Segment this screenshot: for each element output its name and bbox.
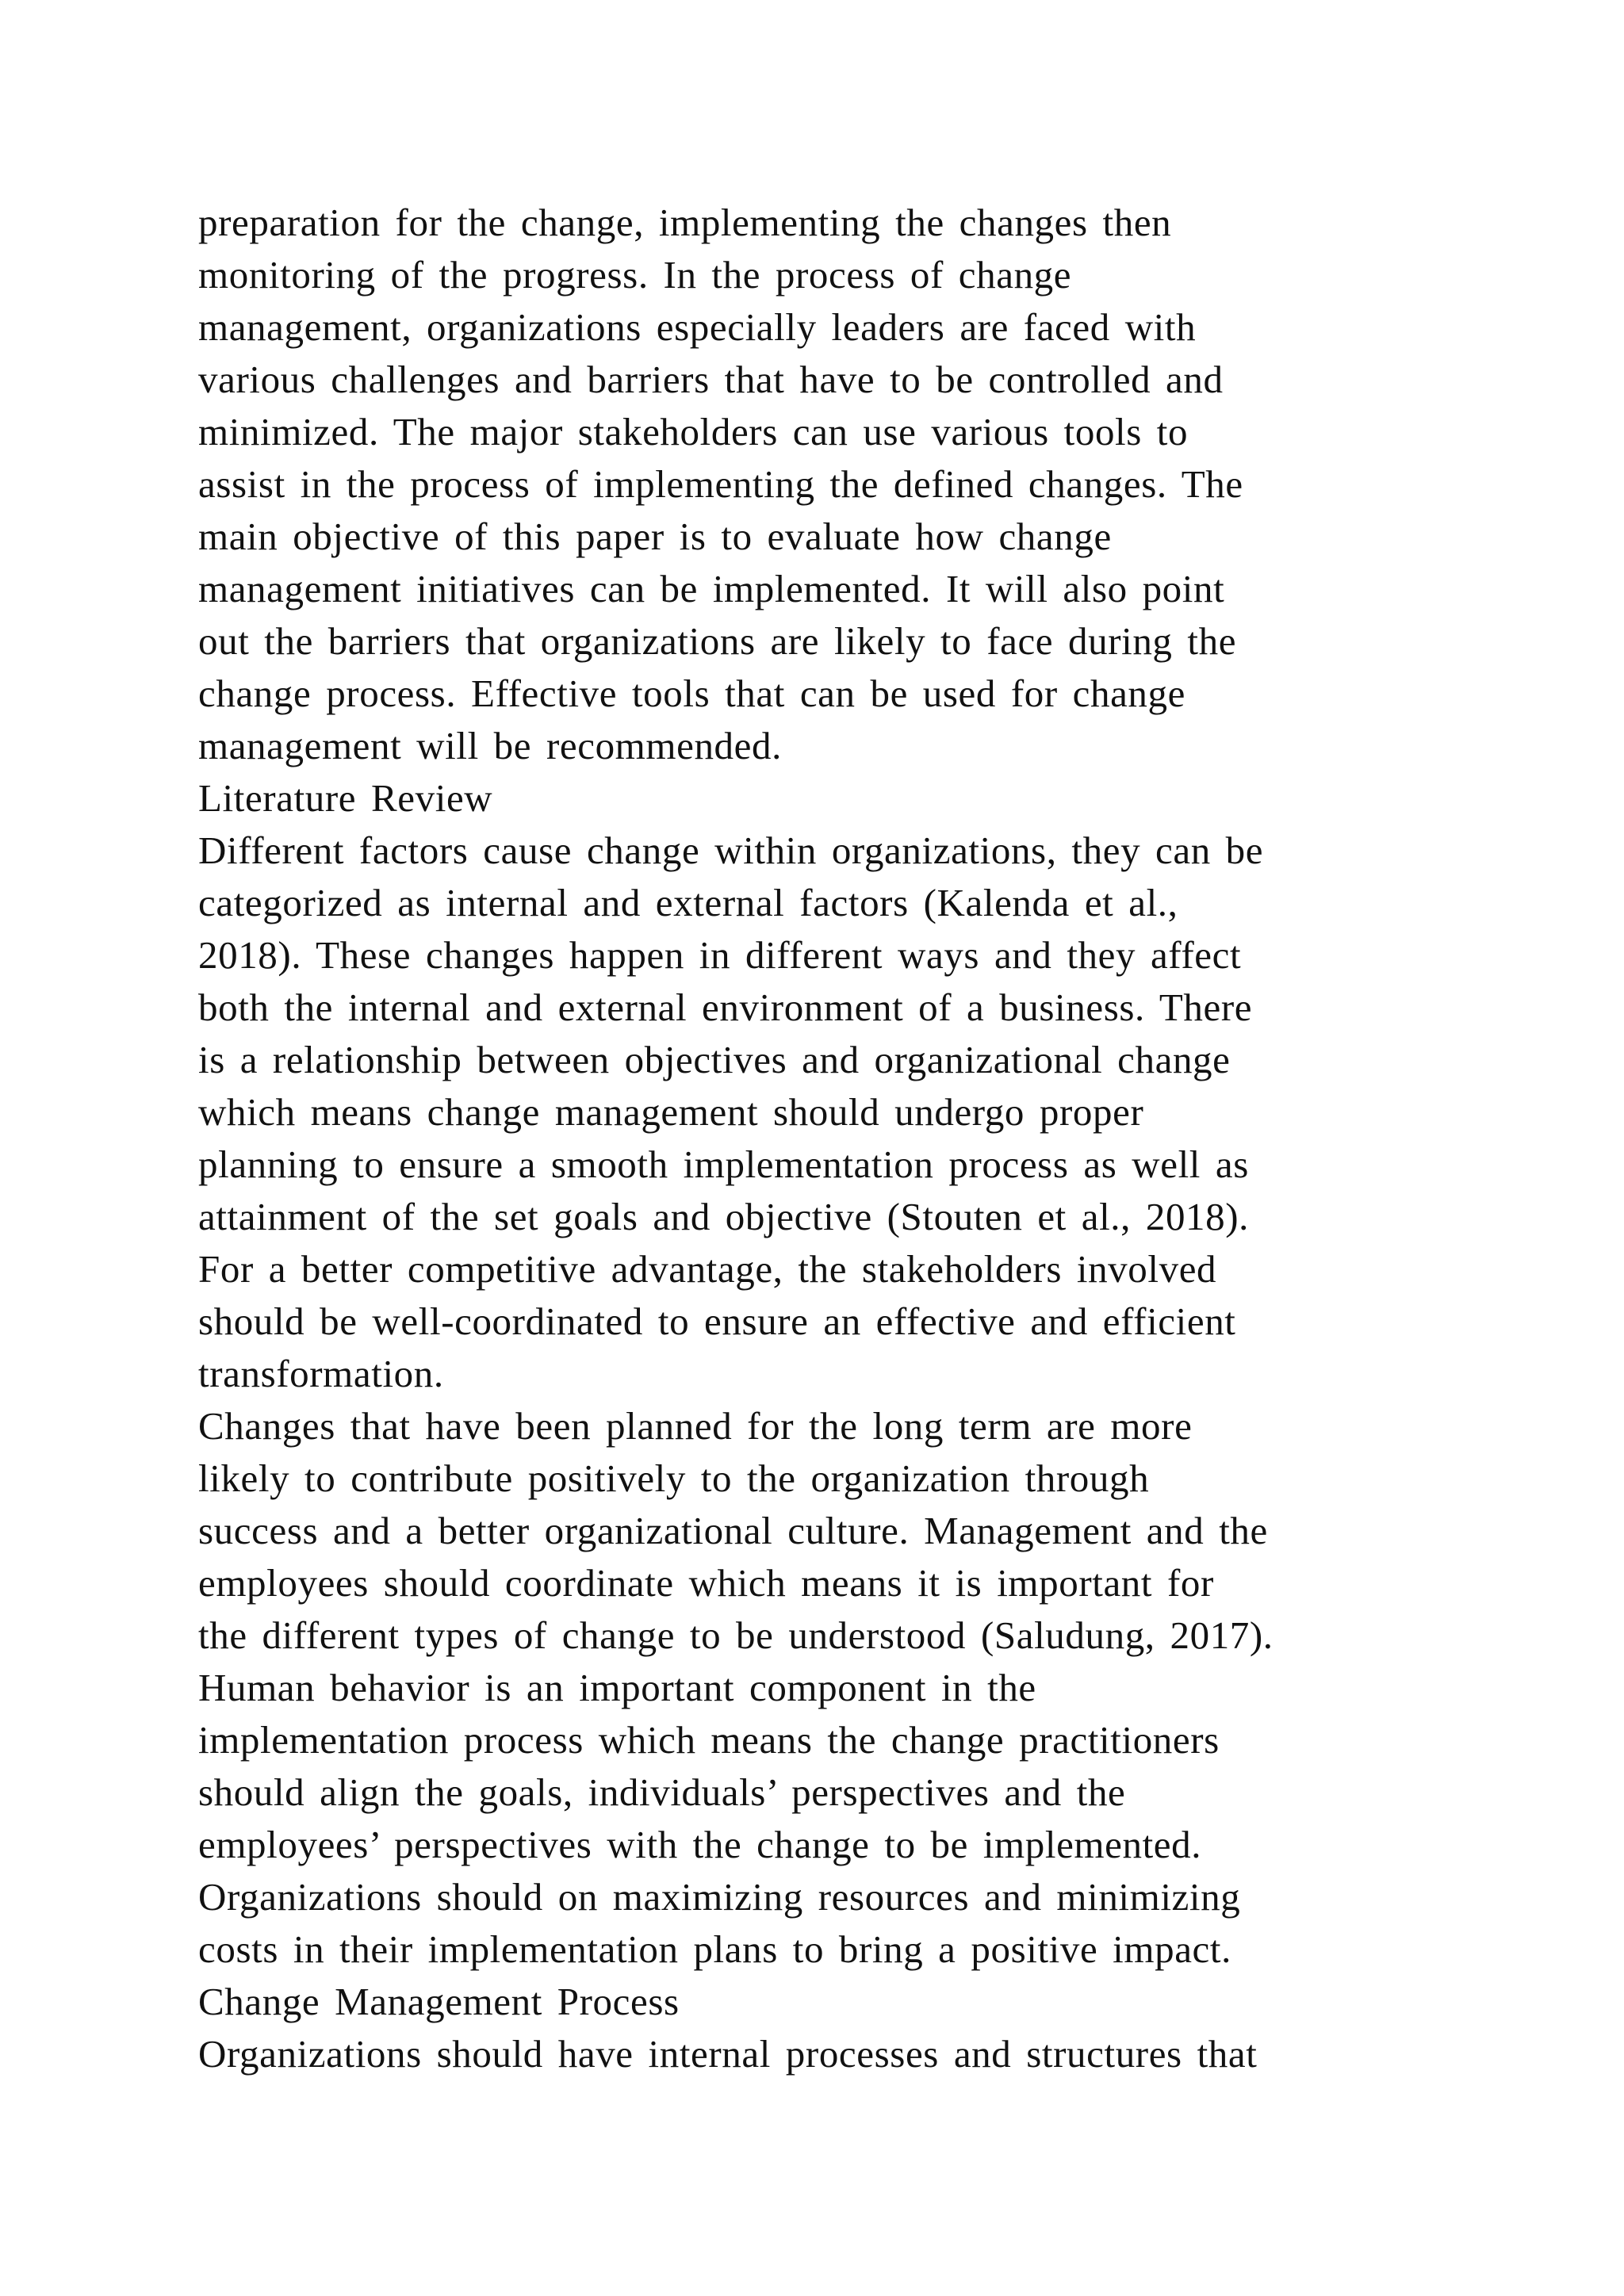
text-line: employees should coordinate which means it is important for [198, 1561, 1214, 1605]
text-line: success and a better organizational culture. Management and the [198, 1509, 1268, 1552]
text-line: the different types of change to be understood (Saludung, 2017). [198, 1613, 1274, 1657]
text-line: management initiatives can be implemented. It will also point [198, 567, 1225, 610]
text-line: change process. Effective tools that can be used for change [198, 672, 1185, 715]
text-line: planning to ensure a smooth implementation process as well as [198, 1142, 1249, 1186]
text-line: Organizations should have internal processes and structures that [198, 2032, 1258, 2076]
text-line: is a relationship between objectives and organizational change [198, 1038, 1231, 1081]
text-line: assist in the process of implementing the defined changes. The [198, 462, 1243, 506]
text-line: should align the goals, individuals’ perspectives and the [198, 1770, 1126, 1814]
text-line: costs in their implementation plans to bring a positive impact. [198, 1927, 1231, 1971]
text-line: should be well-coordinated to ensure an effective and efficient [198, 1299, 1236, 1343]
text-line: various challenges and barriers that have to be controlled and [198, 358, 1224, 401]
text-line: management will be recommended. [198, 724, 782, 767]
text-line: out the barriers that organizations are likely to face during the [198, 619, 1237, 663]
text-line: For a better competitive advantage, the stakeholders involved [198, 1247, 1217, 1291]
text-line: Different factors cause change within organizations, they can be [198, 828, 1264, 872]
text-line: Changes that have been planned for the long term are more [198, 1404, 1193, 1448]
text-line: likely to contribute positively to the organization through [198, 1456, 1150, 1500]
text-line: both the internal and external environment of a business. There [198, 985, 1253, 1029]
text-line: preparation for the change, implementing the changes then [198, 201, 1172, 244]
section-heading-literature-review: Literature Review [198, 776, 493, 820]
text-line: categorized as internal and external factors (Kalenda et al., [198, 881, 1178, 924]
text-line: implementation process which means the change practitioners [198, 1718, 1220, 1762]
section-heading-change-management-process: Change Management Process [198, 1980, 680, 2023]
text-line: attainment of the set goals and objective (Stouten et al., 2018). [198, 1195, 1250, 1238]
text-line: 2018). These changes happen in different ways and they affect [198, 933, 1242, 977]
text-line: management, organizations especially leaders are faced with [198, 305, 1197, 349]
text-line: which means change management should undergo proper [198, 1090, 1144, 1134]
text-line: Human behavior is an important component in the [198, 1666, 1036, 1709]
document-body [198, 197, 1507, 2080]
text-line: minimized. The major stakeholders can use various tools to [198, 410, 1189, 453]
text-line: main objective of this paper is to evaluate how change [198, 515, 1112, 558]
text-line: monitoring of the progress. In the process of change [198, 253, 1072, 297]
text-line: employees’ perspectives with the change to be implemented. [198, 1823, 1202, 1866]
text-line: transformation. [198, 1352, 444, 1395]
text-line: Organizations should on maximizing resources and minimizing [198, 1875, 1241, 1919]
